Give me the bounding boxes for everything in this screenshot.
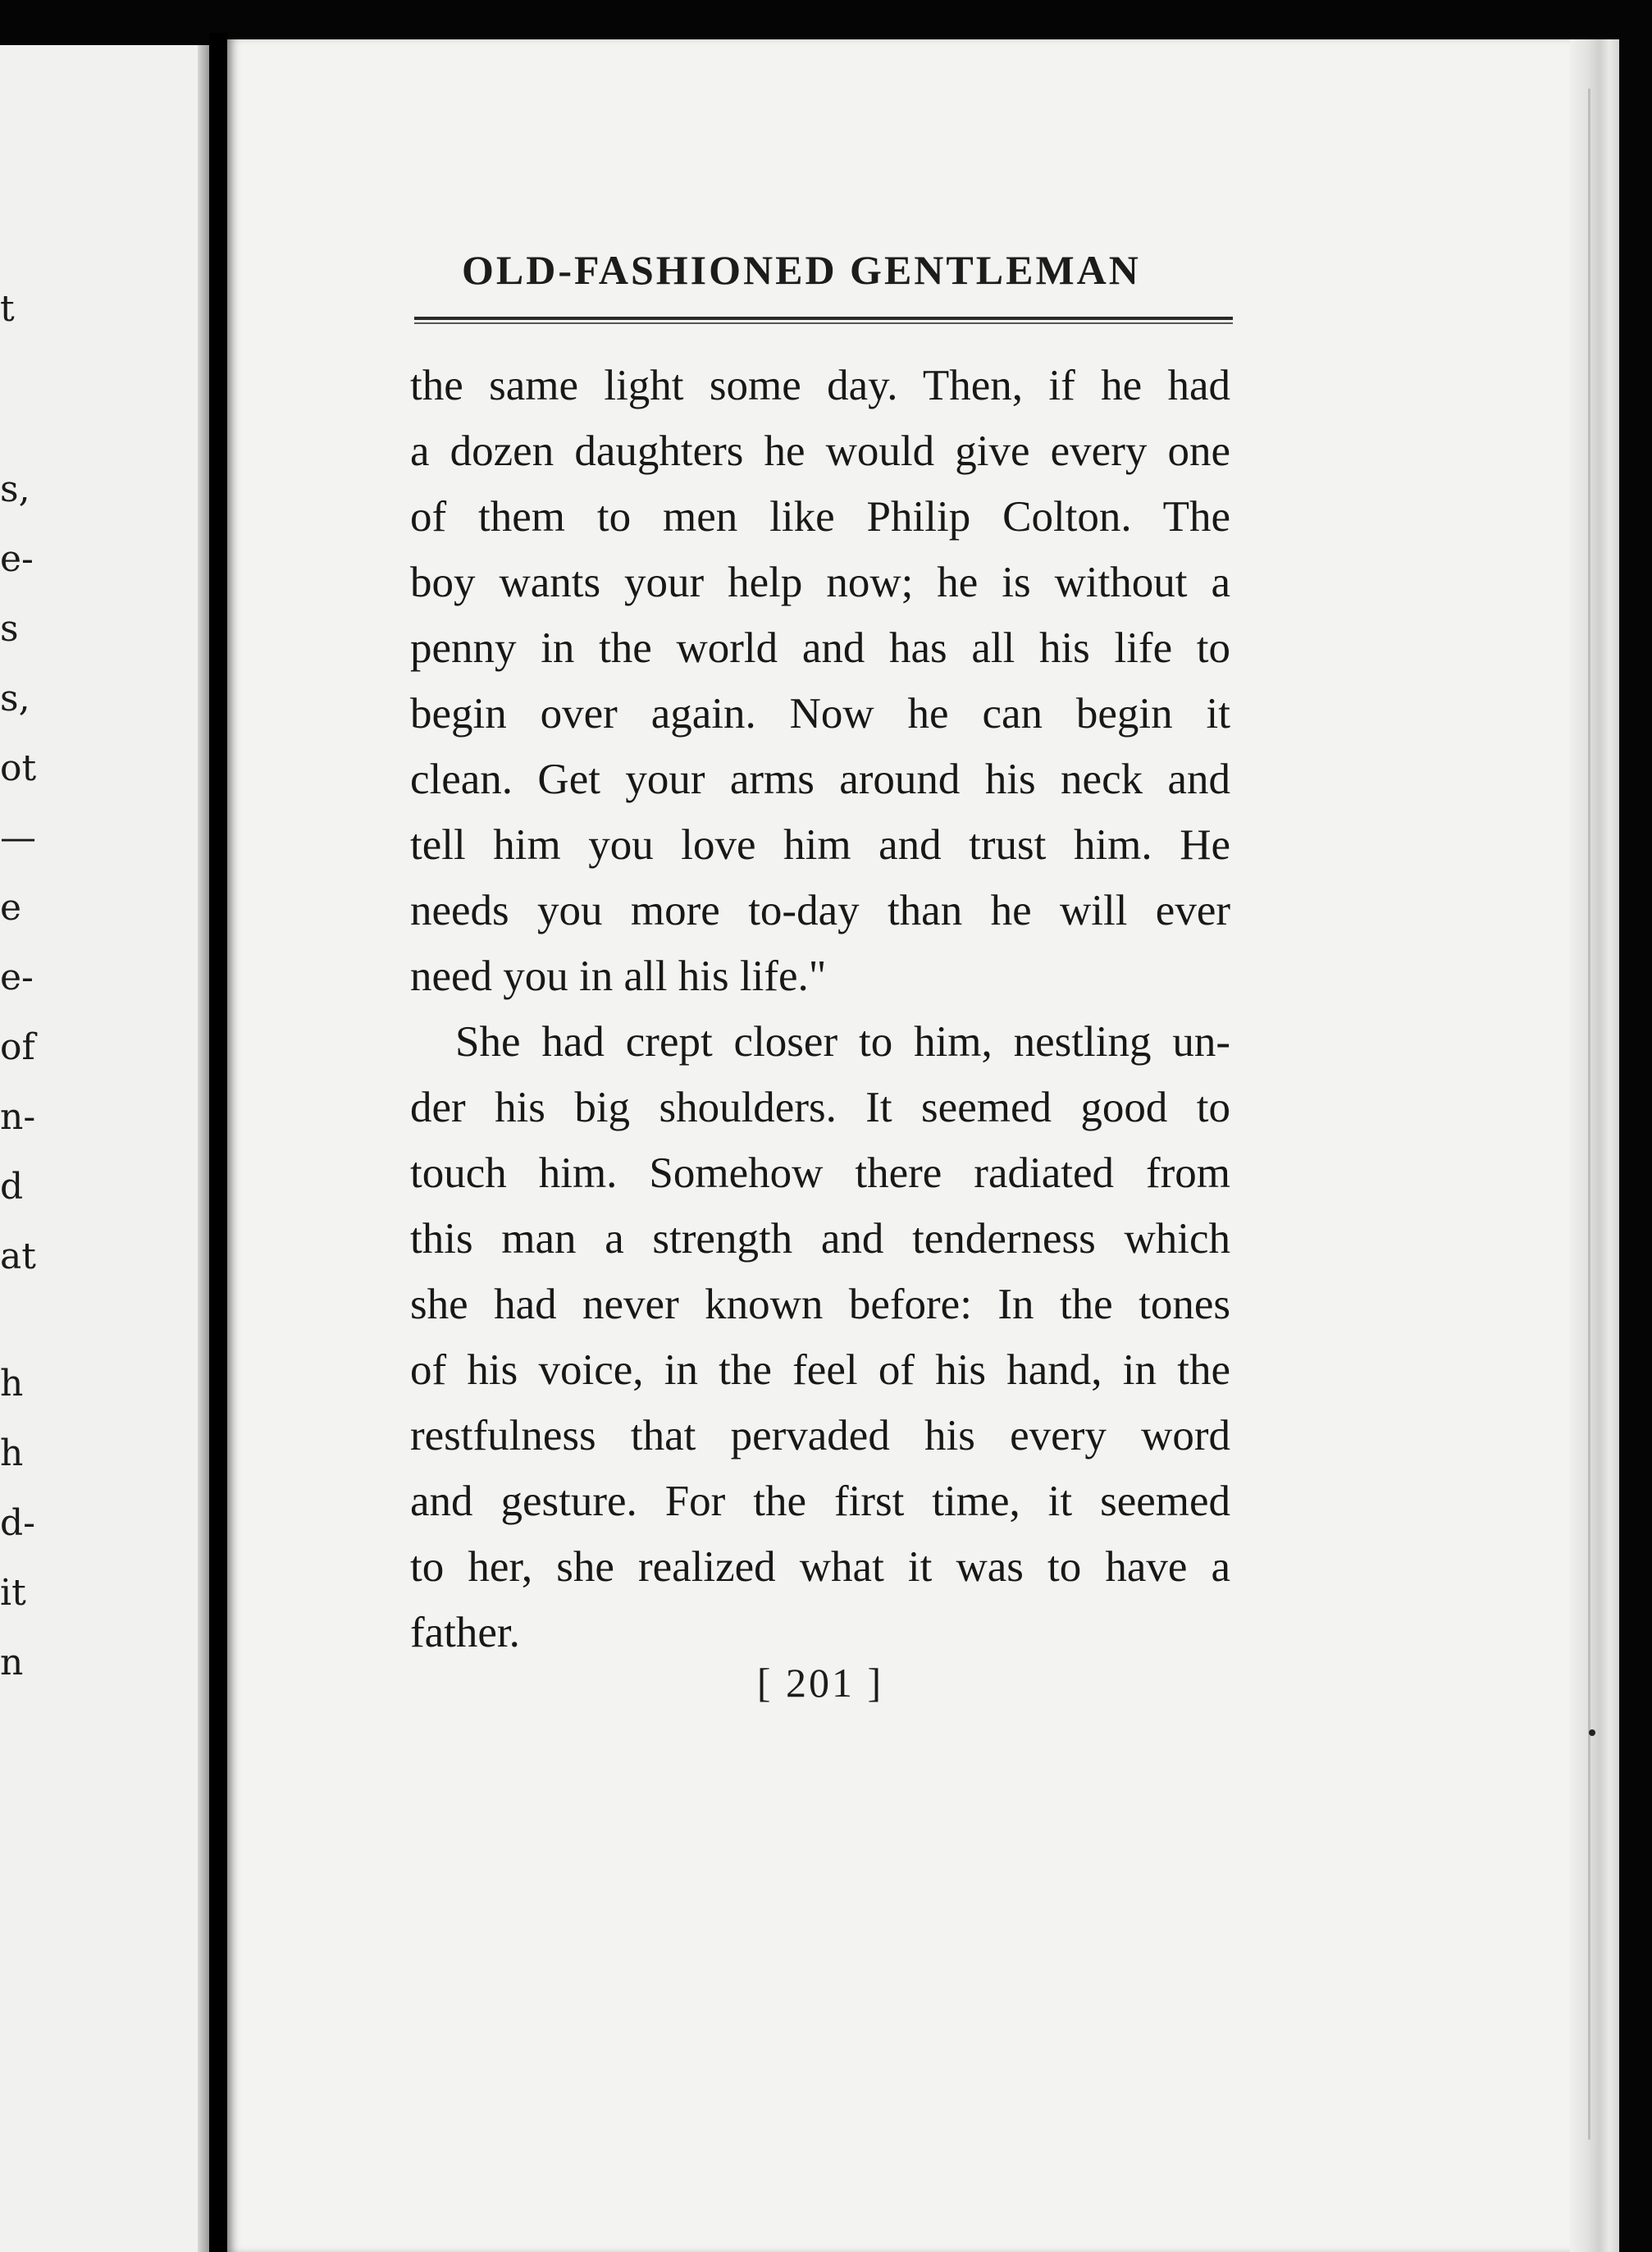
left-line-fragment: s, <box>0 468 30 510</box>
text-line: boy wants your help now; he is without a <box>410 559 1230 606</box>
left-line-fragment: d <box>0 1166 24 1208</box>
left-line-fragment: e- <box>0 538 34 580</box>
text-line: needs you more to-day than he will ever <box>410 887 1230 934</box>
left-line-fragment: n- <box>0 1096 36 1138</box>
left-line-fragment: s, <box>0 678 30 719</box>
text-line: begin over again. Now he can begin it <box>410 690 1230 738</box>
page-edges <box>1570 39 1619 2252</box>
left-line-fragment: t <box>0 288 15 330</box>
left-line-fragment: h <box>0 1432 24 1474</box>
left-line-fragment: h <box>0 1363 24 1405</box>
text-line: restfulness that pervaded his every word <box>410 1412 1230 1459</box>
header-rule <box>414 317 1233 325</box>
left-facing-page <box>0 45 209 2252</box>
text-line: touch him. Somehow there radiated from <box>410 1149 1230 1197</box>
text-line: der his big shoulders. It seemed good to <box>410 1084 1230 1131</box>
left-line-fragment: s <box>0 608 19 650</box>
text-line: need you in all his life." <box>410 952 827 1000</box>
text-line: clean. Get your arms around his neck and <box>410 756 1230 803</box>
text-line: She had crept closer to him, nestling un- <box>455 1018 1230 1066</box>
text-line: of his voice, in the feel of his hand, in the <box>410 1346 1230 1394</box>
text-line: and gesture. For the first time, it seemed <box>410 1478 1230 1525</box>
page-number: [ 201 ] <box>756 1660 884 1706</box>
text-line: father. <box>410 1609 520 1656</box>
header-rule-thin <box>414 322 1233 324</box>
left-line-fragment: ot <box>0 747 37 789</box>
left-line-fragment: e- <box>0 957 34 998</box>
text-line: to her, she realized what it was to have a <box>410 1543 1230 1591</box>
left-line-fragment: it <box>0 1572 26 1614</box>
text-line: of them to men like Philip Colton. The <box>410 493 1230 541</box>
text-line: she had never known before: In the tones <box>410 1281 1230 1328</box>
left-line-fragment: at <box>0 1236 36 1277</box>
body-text <box>410 353 1230 1665</box>
text-line: this man a strength and tenderness which <box>410 1215 1230 1263</box>
text-line: a dozen daughters he would give every one <box>410 427 1230 475</box>
left-line-fragment: of <box>0 1026 35 1068</box>
text-line: tell him you love him and trust him. He <box>410 821 1230 869</box>
scan-speck <box>1589 1729 1595 1736</box>
left-line-fragment: n <box>0 1642 24 1683</box>
left-line-fragment: e <box>0 887 22 929</box>
left-line-fragment: — <box>0 817 36 859</box>
running-head: OLD-FASHIONED GENTLEMAN <box>462 247 1141 293</box>
text-line: penny in the world and has all his life to <box>410 624 1230 672</box>
header-rule-thick <box>414 317 1233 320</box>
text-line: the same light some day. Then, if he had <box>410 362 1230 409</box>
book-spine <box>209 33 227 2252</box>
left-line-fragment: d- <box>0 1502 36 1544</box>
gutter-shadow <box>198 45 209 2252</box>
